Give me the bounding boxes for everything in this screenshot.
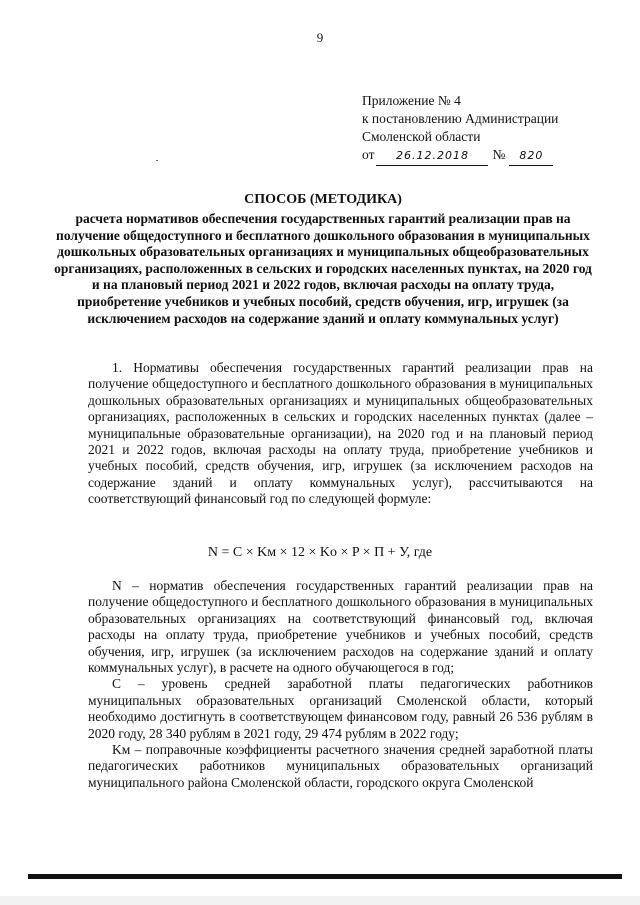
appendix-reference: к постановлению Администрации [362, 111, 559, 126]
title-subtitle: расчета нормативов обеспечения государственных гарантий реализации прав на получение общедоступного и бесплатного дошкольного образования в муниципальных дошкольных образовательных организациях и муниципальных общеобразовательных организациях, расположенных в сельских и городских населенных пунктах, на 2020 год и на плановый период 2021 и 2022 годов, включая расходы на оплату труда, приобретение учебников и учебных пособий, средств обучения, игр, игрушек (за исключением расходов на содержание зданий и оплату коммунальных услуг) [54, 211, 592, 326]
definition-km: Kм – поправочные коэффициенты расчетного значения средней заработной платы педагогических работников муниципальных образовательных организаций муниципального района Смоленской области, городского округа Смоленской [88, 742, 593, 790]
definition-c: С – уровень средней заработной платы педагогических работников муниципальных образовательных организаций Смоленской области, который необходимо достигнуть в соответствующем финансовом году, равный 26 536 рублям в 2020 году, 28 340 рублям в 2021 году, 29 474 рублям в 2022 году; [88, 676, 593, 741]
appendix-title: Приложение № 4 [362, 93, 461, 108]
definition-n: N – норматив обеспечения государственных гарантий реализации прав на получение общедоступного и бесплатного дошкольного образования в муниципальных образовательных организациях на соответствующий финансовый год, включая расходы на оплату труда, приобретение учебников и учебных пособий, средств обучения, игр, игрушек (за исключением расходов на содержание зданий и оплату коммунальных услуг), в расчете на одного обучающегося в год; [88, 578, 593, 676]
date-field [376, 146, 488, 166]
scan-bottom-bar [28, 874, 622, 879]
handwritten-date: 26.12.2018 [395, 149, 469, 162]
number-prefix: № [492, 147, 506, 162]
document-title [52, 190, 594, 327]
handwritten-number: 820 [519, 149, 544, 162]
appendix-authority: Смоленской области [362, 129, 481, 144]
formula: N = C × Kм × 12 × Kо × P × П + У, где [207, 545, 433, 560]
page-number: 9 [316, 30, 324, 45]
appendix-block [362, 92, 558, 166]
paragraph-1 [88, 360, 593, 508]
number-field [509, 146, 553, 166]
paragraph-1-text: 1. Нормативы обеспечения государственных гарантий реализации прав на получение общедоступного и бесплатного дошкольного образования в муниципальных дошкольных образовательных организациях и муниципальных общеобразовательных организациях, расположенных в сельских и городских населенных пунктах (далее – муниципальные образовательные организации), на 2020 год и на плановый период 2021 и 2022 годов, включая расходы на оплату труда, приобретение учебников и учебных пособий, средств обучения, игр, игрушек (за исключением расходов на содержание зданий и оплату коммунальных услуг), рассчитываются на соответствующий финансовый год по следующей формуле: [88, 360, 593, 507]
appendix-date-line [362, 146, 558, 166]
definitions [88, 578, 593, 791]
scan-speck [156, 160, 158, 161]
title-main: СПОСОБ (МЕТОДИКА) [244, 192, 402, 207]
page-bottom-edge [0, 896, 640, 905]
date-prefix: от [362, 147, 375, 162]
